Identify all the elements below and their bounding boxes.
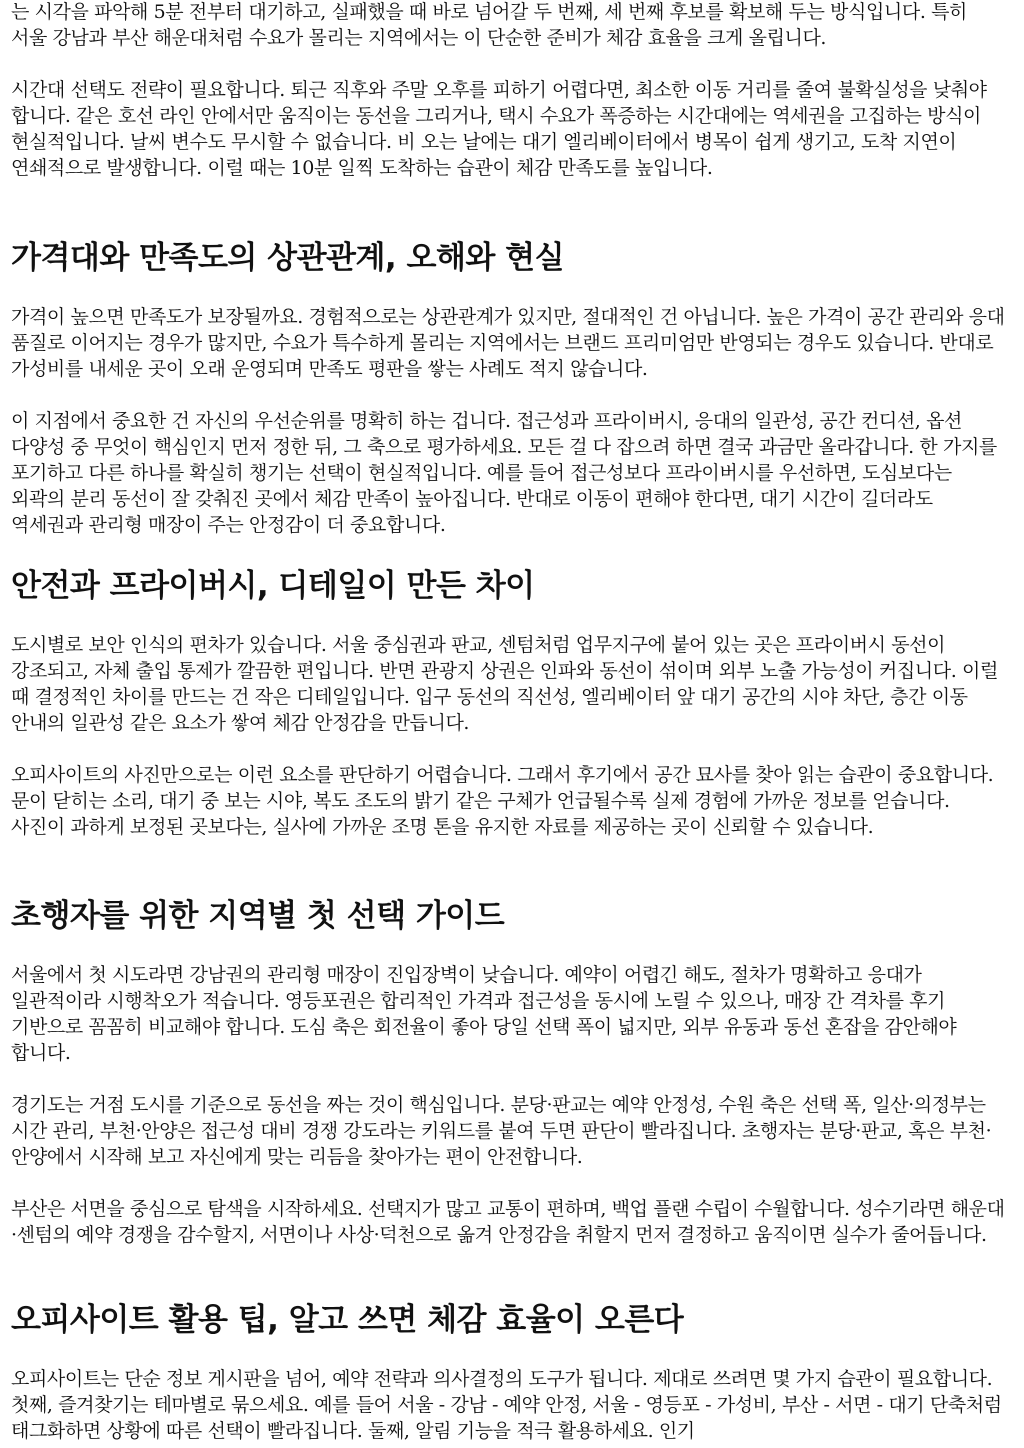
body-paragraph: 는 시각을 파악해 5분 전부터 대기하고, 실패했을 때 바로 넘어갈 두 번째, 세 번째 후보를 확보해 두는 방식입니다. 특히 서울 강남과 부산 해운대처럼 수요가 몰리는 지역에서는 이 단순한 준비가 체감 효율을 크게 올립니다. bbox=[11, 1, 968, 49]
section-heading: 가격대와 만족도의 상관관계, 오해와 현실 bbox=[11, 240, 565, 276]
section-heading: 오피사이트 활용 팁, 알고 쓰면 체감 효율이 오른다 bbox=[11, 1302, 684, 1338]
body-paragraph: 가격이 높으면 만족도가 보장될까요. 경험적으로는 상관관계가 있지만, 절대적인 건 아닙니다. 높은 가격이 공간 관리와 응대 품질로 이어지는 경우가 많지만, 수요가 특수하게 몰리는 지역에서는 브랜드 프리미엄만 반영되는 경우도 있습니다. 반대로 가성비를 내세운 곳이 오래 운영되며 만족도 평판을 쌓는 사례도 적지 않습니다. bbox=[11, 306, 1005, 380]
body-paragraph: 경기도는 거점 도시를 기준으로 동선을 짜는 것이 핵심입니다. 분당·판교는 예약 안정성, 수원 축은 선택 폭, 일산·의정부는 시간 관리, 부천·안양은 접근성 대비 경쟁 강도라는 키워드를 붙여 두면 판단이 빨라집니다. 초행자는 분당·판교, 혹은 부천·안양에서 시작해 보고 자신에게 맞는 리듬을 찾아가는 편이 안전합니다. bbox=[11, 1094, 992, 1168]
body-paragraph: 부산은 서면을 중심으로 탐색을 시작하세요. 선택지가 많고 교통이 편하며, 백업 플랜 수립이 수월합니다. 성수기라면 해운대·센텀의 예약 경쟁을 감수할지, 서면이나 사상·덕천으로 옮겨 안정감을 취할지 먼저 결정하고 움직이면 실수가 줄어듭니다. bbox=[11, 1198, 1005, 1246]
body-paragraph: 오피사이트는 단순 정보 게시판을 넘어, 예약 전략과 의사결정의 도구가 됩니다. 제대로 쓰려면 몇 가지 습관이 필요합니다. 첫째, 즐겨찾기는 테마별로 묶으세요. 예를 들어 서울 - 강남 - 예약 안정, 서울 - 영등포 - 가성비, 부산 - 서면 - 대기 단축처럼 태그화하면 상황에 따른 선택이 빨라집니다. 둘째, 알림 기능을 적극 활용하세요. 인기 bbox=[11, 1368, 1002, 1442]
body-paragraph: 도시별로 보안 인식의 편차가 있습니다. 서울 중심권과 판교, 센텀처럼 업무지구에 붙어 있는 곳은 프라이버시 동선이 강조되고, 자체 출입 통제가 깔끔한 편입니다. 반면 관광지 상권은 인파와 동선이 섞이며 외부 노출 가능성이 커집니다. 이럴 때 결정적인 차이를 만드는 건 작은 디테일입니다. 입구 동선의 직선성, 엘리베이터 앞 대기 공간의 시야 차단, 층간 이동 안내의 일관성 같은 요소가 쌓여 체감 안정감을 만듭니다. bbox=[11, 634, 998, 734]
section-heading: 초행자를 위한 지역별 첫 선택 가이드 bbox=[11, 898, 505, 934]
body-paragraph: 시간대 선택도 전략이 필요합니다. 퇴근 직후와 주말 오후를 피하기 어렵다면, 최소한 이동 거리를 줄여 불확실성을 낮춰야 합니다. 같은 호선 라인 안에서만 움직이는 동선을 그리거나, 택시 수요가 폭증하는 시간대에는 역세권을 고집하는 방식이 현실적입니다. 날씨 변수도 무시할 수 없습니다. 비 오는 날에는 대기 엘리베이터에서 병목이 쉽게 생기고, 도착 지연이 연쇄적으로 발생합니다. 이럴 때는 10분 일찍 도착하는 습관이 체감 만족도를 높입니다. bbox=[11, 79, 987, 179]
body-paragraph: 서울에서 첫 시도라면 강남권의 관리형 매장이 진입장벽이 낮습니다. 예약이 어렵긴 해도, 절차가 명확하고 응대가 일관적이라 시행착오가 적습니다. 영등포권은 합리적인 가격과 접근성을 동시에 노릴 수 있으나, 매장 간 격차를 후기 기반으로 꼼꼼히 비교해야 합니다. 도심 축은 회전율이 좋아 당일 선택 폭이 넓지만, 외부 유동과 동선 혼잡을 감안해야 합니다. bbox=[11, 964, 957, 1064]
body-paragraph: 오피사이트의 사진만으로는 이런 요소를 판단하기 어렵습니다. 그래서 후기에서 공간 묘사를 찾아 읽는 습관이 중요합니다. 문이 닫히는 소리, 대기 중 보는 시야, 복도 조도의 밝기 같은 구체가 언급될수록 실제 경험에 가까운 정보를 얻습니다. 사진이 과하게 보정된 곳보다는, 실사에 가까운 조명 톤을 유지한 자료를 제공하는 곳이 신뢰할 수 있습니다. bbox=[11, 764, 994, 838]
section-heading: 안전과 프라이버시, 디테일이 만든 차이 bbox=[11, 568, 535, 604]
body-paragraph: 이 지점에서 중요한 건 자신의 우선순위를 명확히 하는 겁니다. 접근성과 프라이버시, 응대의 일관성, 공간 컨디션, 옵션 다양성 중 무엇이 핵심인지 먼저 정한 뒤, 그 축으로 평가하세요. 모든 걸 다 잡으려 하면 결국 과금만 올라갑니다. 한 가지를 포기하고 다른 하나를 확실히 챙기는 선택이 현실적입니다. 예를 들어 접근성보다 프라이버시를 우선하면, 도심보다는 외곽의 분리 동선이 잘 갖춰진 곳에서 체감 만족이 높아집니다. 반대로 이동이 편해야 한다면, 대기 시간이 길더라도 역세권과 관리형 매장이 주는 안정감이 더 중요합니다. bbox=[11, 410, 997, 536]
